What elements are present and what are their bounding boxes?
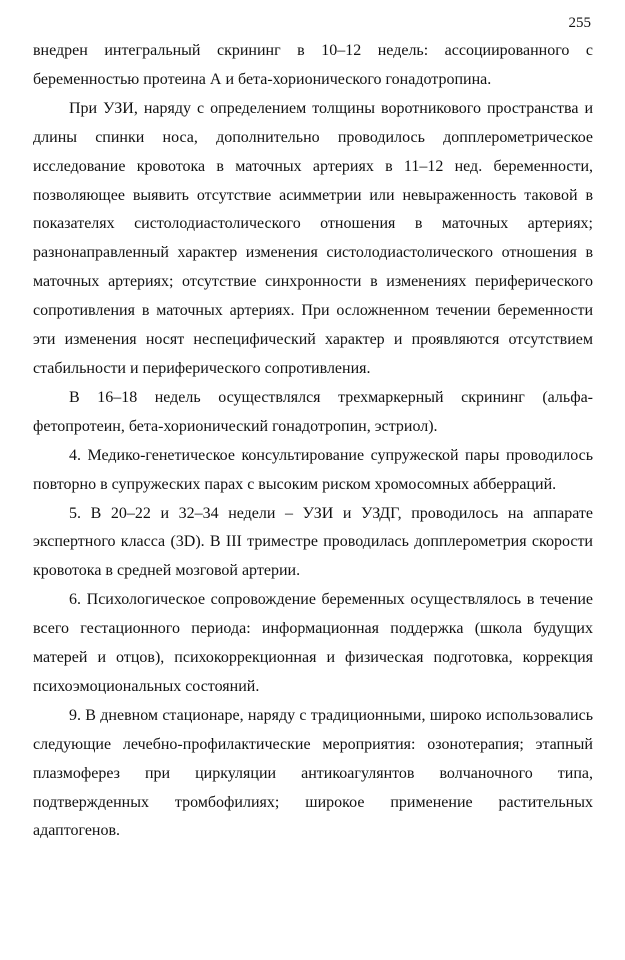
paragraph-continuation: внедрен интегральный скрининг в 10–12 недель: ассоциированного с беременностью протеина А и бета-хорионического гонадотропина.: [33, 42, 593, 88]
page-number: 255: [568, 15, 591, 31]
paragraph-item-9: 9. В дневном стационаре, наряду с традиционными, широко использовались следующие лечебно-профилактические мероприятия: озонотерапия; этапный плазмоферез при циркуляции антикоагулянтов волчаночного типа, подтвержденных тромбофилиях; широкое применение растительных адаптогенов.: [33, 706, 593, 840]
paragraph-item-5: 5. В 20–22 и 32–34 недели – УЗИ и УЗДГ, проводилось на аппарате экспертного класса (3D). В III триместре проводилась допплерометрия скорости кровотока в средней мозговой артерии.: [33, 504, 593, 580]
paragraph-ultrasound: При УЗИ, наряду с определением толщины воротникового пространства и длины спинки носа, дополнительно проводилось допплерометрическое исследование кровотока в маточных артериях в 11–12 нед. беременности, позволяющее выявить отсутствие асимметрии или невыраженность таковой в показателях систолодиастолического отношения в маточных артериях; разнонаправленный характер изменения систолодиастолического отношения в маточных артериях; отсутствие синхронности в изменениях периферического сопротивления в маточных артериях. При осложненном течении беременности эти изменения носят неспецифический характер и проявляются отсутствием стабильности и периферического сопротивления.: [33, 99, 593, 377]
paragraph-item-4: 4. Медико-генетическое консультирование супружеской пары проводилось повторно в супружеских парах с высоким риском хромосомных абберраций.: [33, 446, 593, 493]
document-body: [33, 37, 593, 846]
paragraph-triple-screening: В 16–18 недель осуществлялся трехмаркерный скрининг (альфа-фетопротеин, бета-хорионический гонадотропин, эстриол).: [33, 388, 593, 435]
paragraph-item-6: 6. Психологическое сопровождение беременных осуществлялось в течение всего гестационного периода: информационная поддержка (школа будущих матерей и отцов), психокоррекционная и физическая подготовка, коррекция психоэмоциональных состояний.: [33, 591, 593, 695]
